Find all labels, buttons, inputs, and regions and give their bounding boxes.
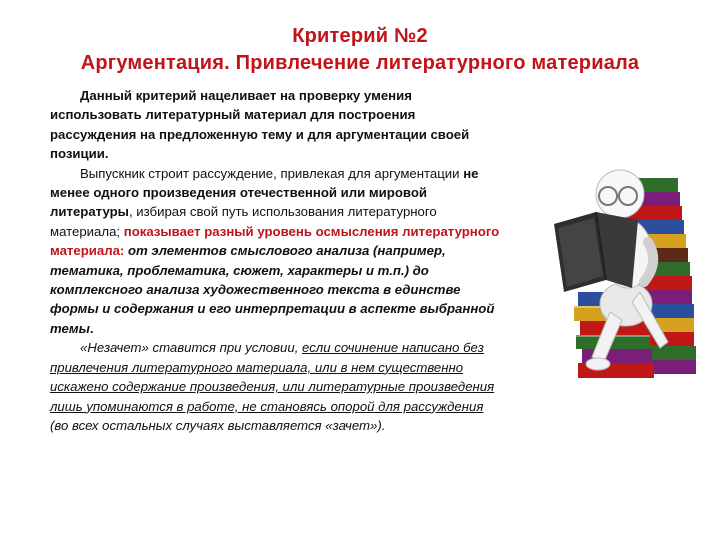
paragraph-criterion-purpose (50, 86, 500, 164)
slide-subtitle: Аргументация. Привлечение литературного материала (80, 52, 640, 74)
reading-figure-illustration (548, 142, 718, 387)
req-text-red: показывает разный уровень осмысления литературного материала: (50, 223, 500, 259)
req-text-bold-italic: от элементов смыслового анализа (например, тематика, проблематика, сюжет, характеры и т.п.) до комплексного анализа художественного текста в единстве формы и содержания и его интерпретации в аспекте выбранной темы (50, 243, 495, 336)
criterion-description (50, 86, 500, 435)
req-text-1: Выпускник строит рассуждение, привлекая для аргументации (80, 165, 464, 181)
slide-title: Критерий №2 (292, 25, 428, 47)
req-text-2: , избирая свой путь использования литературного материала; (50, 204, 437, 239)
paragraph-requirements (50, 164, 500, 339)
req-text-bold: не менее одного произведения отечественной или мировой литературы (50, 165, 479, 220)
req-text-period: . (89, 320, 94, 336)
fail-text-2: (во всех остальных случаях выставляется «зачет»). (50, 417, 386, 433)
open-book (554, 212, 638, 292)
criterion-purpose-text: Данный критерий нацеливает на проверку умения использовать литературный материал для построения рассуждения на предложенную тему и для аргументации своей позиции. (50, 88, 470, 162)
paragraph-fail-condition (50, 338, 500, 435)
fail-text-1: «Незачет» ставится при условии, (80, 340, 303, 356)
fail-text-underlined: если сочинение написано без привлечения литературного материала, или в нем существенно искажено содержание произведения, или литературные произведения лишь упоминаются в работе, не становясь опорой для рассуждения (50, 340, 495, 414)
